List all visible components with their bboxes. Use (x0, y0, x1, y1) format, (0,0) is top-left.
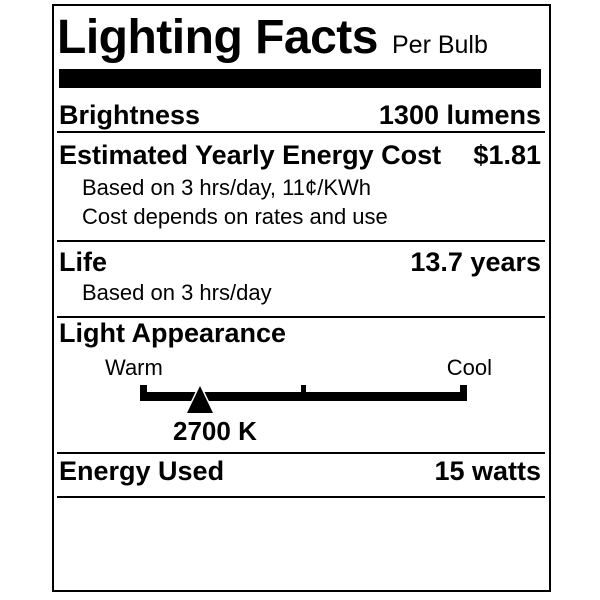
label-header (57, 9, 541, 67)
lighting-facts-label (52, 4, 551, 592)
section-divider (57, 452, 545, 454)
energy-cost-row (59, 142, 541, 169)
life-basis-note: Based on 3 hrs/day (82, 280, 272, 305)
energy-cost-value: $1.81 (473, 140, 541, 170)
scale-mid-tick (301, 385, 306, 401)
cool-label: Cool (446, 355, 492, 380)
life-value: 13.7 years (410, 247, 541, 277)
section-divider (57, 131, 545, 133)
energy-cost-basis-note: Based on 3 hrs/day, 11¢/KWh (82, 175, 372, 200)
color-temperature-scale (59, 385, 545, 413)
brightness-value: 1300 lumens (378, 100, 541, 130)
light-appearance-row (59, 320, 541, 347)
brightness-label: Brightness (59, 100, 201, 130)
warm-label: Warm (105, 355, 163, 380)
label-title: Lighting Facts (57, 11, 378, 64)
energy-used-value: 15 watts (434, 456, 541, 486)
light-appearance-label: Light Appearance (59, 318, 287, 348)
scale-left-endcap (140, 385, 147, 401)
label-subtitle: Per Bulb (391, 31, 488, 59)
brightness-row (59, 102, 541, 129)
energy-used-row (59, 458, 541, 485)
life-row (59, 249, 541, 276)
scale-endpoint-labels (59, 357, 541, 379)
energy-cost-label: Estimated Yearly Energy Cost (59, 140, 442, 170)
bottom-rule (57, 496, 545, 498)
section-divider (57, 240, 545, 242)
header-separator-bar (59, 69, 541, 88)
scale-right-endcap (460, 385, 467, 401)
color-temperature-value: 2700 K (173, 416, 257, 446)
life-label: Life (59, 247, 108, 277)
energy-cost-disclaimer-note: Cost depends on rates and use (82, 204, 388, 229)
energy-used-label: Energy Used (59, 456, 225, 486)
